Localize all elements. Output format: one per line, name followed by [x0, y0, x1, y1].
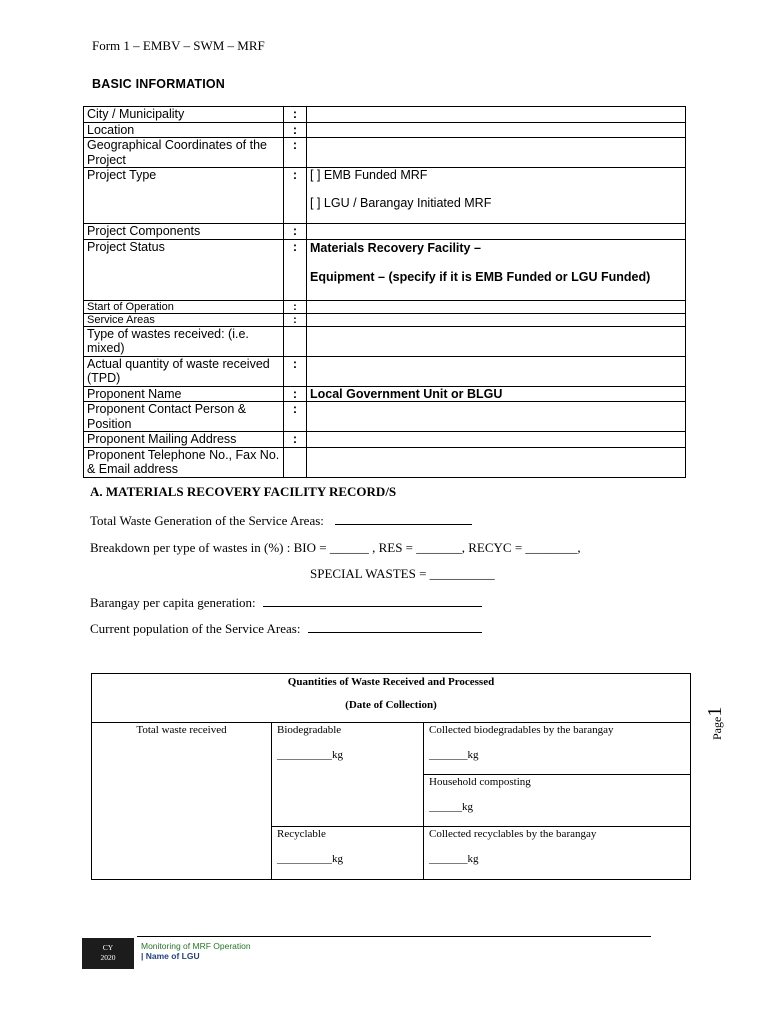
- colon: :: [284, 300, 307, 313]
- colon: :: [284, 168, 307, 224]
- colon: :: [284, 122, 307, 138]
- footer-title: Monitoring of MRF Operation: [141, 941, 251, 951]
- footer-subtitle: | Name of LGU: [141, 951, 200, 961]
- colon: :: [284, 239, 307, 300]
- recyclable-kg-field[interactable]: __________kg: [277, 853, 343, 865]
- total-received-cell: Total waste received: [92, 723, 272, 880]
- status-equipment: Equipment – (specify if it is EMB Funded or LGU Funded): [310, 270, 651, 284]
- row-waste-type: [84, 326, 686, 356]
- proponent-name-value: Local Government Unit or BLGU: [307, 386, 686, 402]
- waste-type-value[interactable]: [307, 326, 686, 356]
- colon: :: [284, 402, 307, 432]
- mailing-value[interactable]: [307, 432, 686, 448]
- household-kg-field[interactable]: ______kg: [429, 801, 473, 813]
- population-field[interactable]: [308, 620, 482, 633]
- total-generation-label: Total Waste Generation of the Service Areas:: [90, 513, 324, 528]
- total-generation-line: [90, 512, 472, 529]
- quantity-label: Actual quantity of waste received (TPD): [84, 356, 284, 386]
- special-wastes-line: SPECIAL WASTES = __________: [310, 566, 495, 581]
- colon: :: [284, 356, 307, 386]
- biodegradable-kg-field[interactable]: __________kg: [277, 749, 343, 761]
- basic-information-table: [83, 106, 686, 478]
- row-proponent-name: [84, 386, 686, 402]
- collected-recyc-cell: [424, 827, 691, 880]
- service-areas-label: Service Areas: [84, 313, 284, 326]
- per-capita-label: Barangay per capita generation:: [90, 595, 256, 610]
- row-location: [84, 122, 686, 138]
- status-label: Project Status: [84, 239, 284, 300]
- row-service-areas: [84, 313, 686, 326]
- colon: :: [284, 432, 307, 448]
- page-number-label: [704, 707, 727, 740]
- household-cell: [424, 775, 691, 827]
- colon: :: [284, 138, 307, 168]
- qty-row-bio: [92, 723, 691, 775]
- qty-header-row: [92, 674, 691, 723]
- colon: :: [284, 224, 307, 240]
- total-generation-field[interactable]: [335, 512, 472, 525]
- row-start: [84, 300, 686, 313]
- contact-value[interactable]: [307, 402, 686, 432]
- coordinates-value[interactable]: [307, 138, 686, 168]
- recyclable-cell: [272, 827, 424, 880]
- household-label: Household composting: [429, 776, 531, 788]
- population-label: Current population of the Service Areas:: [90, 621, 301, 636]
- telephone-label: Proponent Telephone No., Fax No. & Email address: [84, 447, 284, 477]
- per-capita-line: [90, 594, 482, 611]
- collected-recyc-kg-field[interactable]: _______kg: [429, 853, 479, 865]
- breakdown-line: Breakdown per type of wastes in (%) : BIO = ______ , RES = _______, RECYC = ________,: [90, 540, 581, 555]
- collected-bio-label: Collected biodegradables by the barangay: [429, 724, 614, 736]
- waste-quantities-table: [91, 673, 691, 880]
- lgu-initiated-checkbox[interactable]: [ ] LGU / Barangay Initiated MRF: [310, 195, 492, 210]
- recyclable-label: Recyclable: [277, 828, 326, 840]
- coordinates-label: Geographical Coordinates of the Project: [84, 138, 284, 168]
- row-components: [84, 224, 686, 240]
- colon-cell: [284, 326, 307, 356]
- row-status: [84, 239, 686, 300]
- colon: :: [284, 386, 307, 402]
- row-contact: [84, 402, 686, 432]
- waste-type-label: Type of wastes received: (i.e. mixed): [84, 326, 284, 356]
- status-value: [307, 239, 686, 300]
- quantity-value[interactable]: [307, 356, 686, 386]
- city-value[interactable]: [307, 107, 686, 123]
- form-label: Form 1 – EMBV – SWM – MRF: [92, 38, 265, 53]
- collected-bio-cell: [424, 723, 691, 775]
- per-capita-field[interactable]: [263, 594, 482, 607]
- mailing-label: Proponent Mailing Address: [84, 432, 284, 448]
- row-quantity: [84, 356, 686, 386]
- collected-bio-kg-field[interactable]: _______kg: [429, 749, 479, 761]
- start-value[interactable]: [307, 300, 686, 313]
- proponent-name-label: Proponent Name: [84, 386, 284, 402]
- row-mailing: [84, 432, 686, 448]
- basic-information-heading: BASIC INFORMATION: [92, 77, 226, 91]
- cy-label: CY: [102, 943, 114, 952]
- service-areas-value[interactable]: [307, 313, 686, 326]
- city-label: City / Municipality: [84, 107, 284, 123]
- contact-label: Proponent Contact Person & Position: [84, 402, 284, 432]
- biodegradable-cell: [272, 723, 424, 827]
- qty-table-title: Quantities of Waste Received and Processed: [287, 676, 495, 688]
- footer-rule: [137, 936, 651, 937]
- emb-funded-checkbox[interactable]: [ ] EMB Funded MRF: [310, 168, 428, 182]
- location-label: Location: [84, 122, 284, 138]
- telephone-value[interactable]: [307, 447, 686, 477]
- status-mrf: Materials Recovery Facility –: [310, 240, 481, 255]
- location-value[interactable]: [307, 122, 686, 138]
- qty-table-subtitle: (Date of Collection): [345, 699, 437, 711]
- row-city: [84, 107, 686, 123]
- section-a-heading: A. MATERIALS RECOVERY FACILITY RECORD/S: [90, 484, 397, 499]
- page-number: 1: [704, 706, 726, 717]
- population-line: [90, 620, 482, 637]
- colon: :: [284, 313, 307, 326]
- colon: :: [284, 107, 307, 123]
- cy-year-badge: [82, 938, 134, 969]
- row-coordinates: [84, 138, 686, 168]
- cy-year: 2020: [100, 953, 116, 962]
- colon-cell: [284, 447, 307, 477]
- components-label: Project Components: [84, 224, 284, 240]
- components-value[interactable]: [307, 224, 686, 240]
- page-word: Page: [710, 716, 724, 740]
- project-type-label: Project Type: [84, 168, 284, 224]
- start-label: Start of Operation: [84, 300, 284, 313]
- row-project-type: [84, 168, 686, 224]
- biodegradable-label: Biodegradable: [277, 724, 342, 736]
- collected-recyc-label: Collected recyclables by the barangay: [429, 828, 597, 840]
- qty-header-cell: [92, 674, 691, 723]
- project-type-value: [307, 168, 686, 224]
- row-telephone: [84, 447, 686, 477]
